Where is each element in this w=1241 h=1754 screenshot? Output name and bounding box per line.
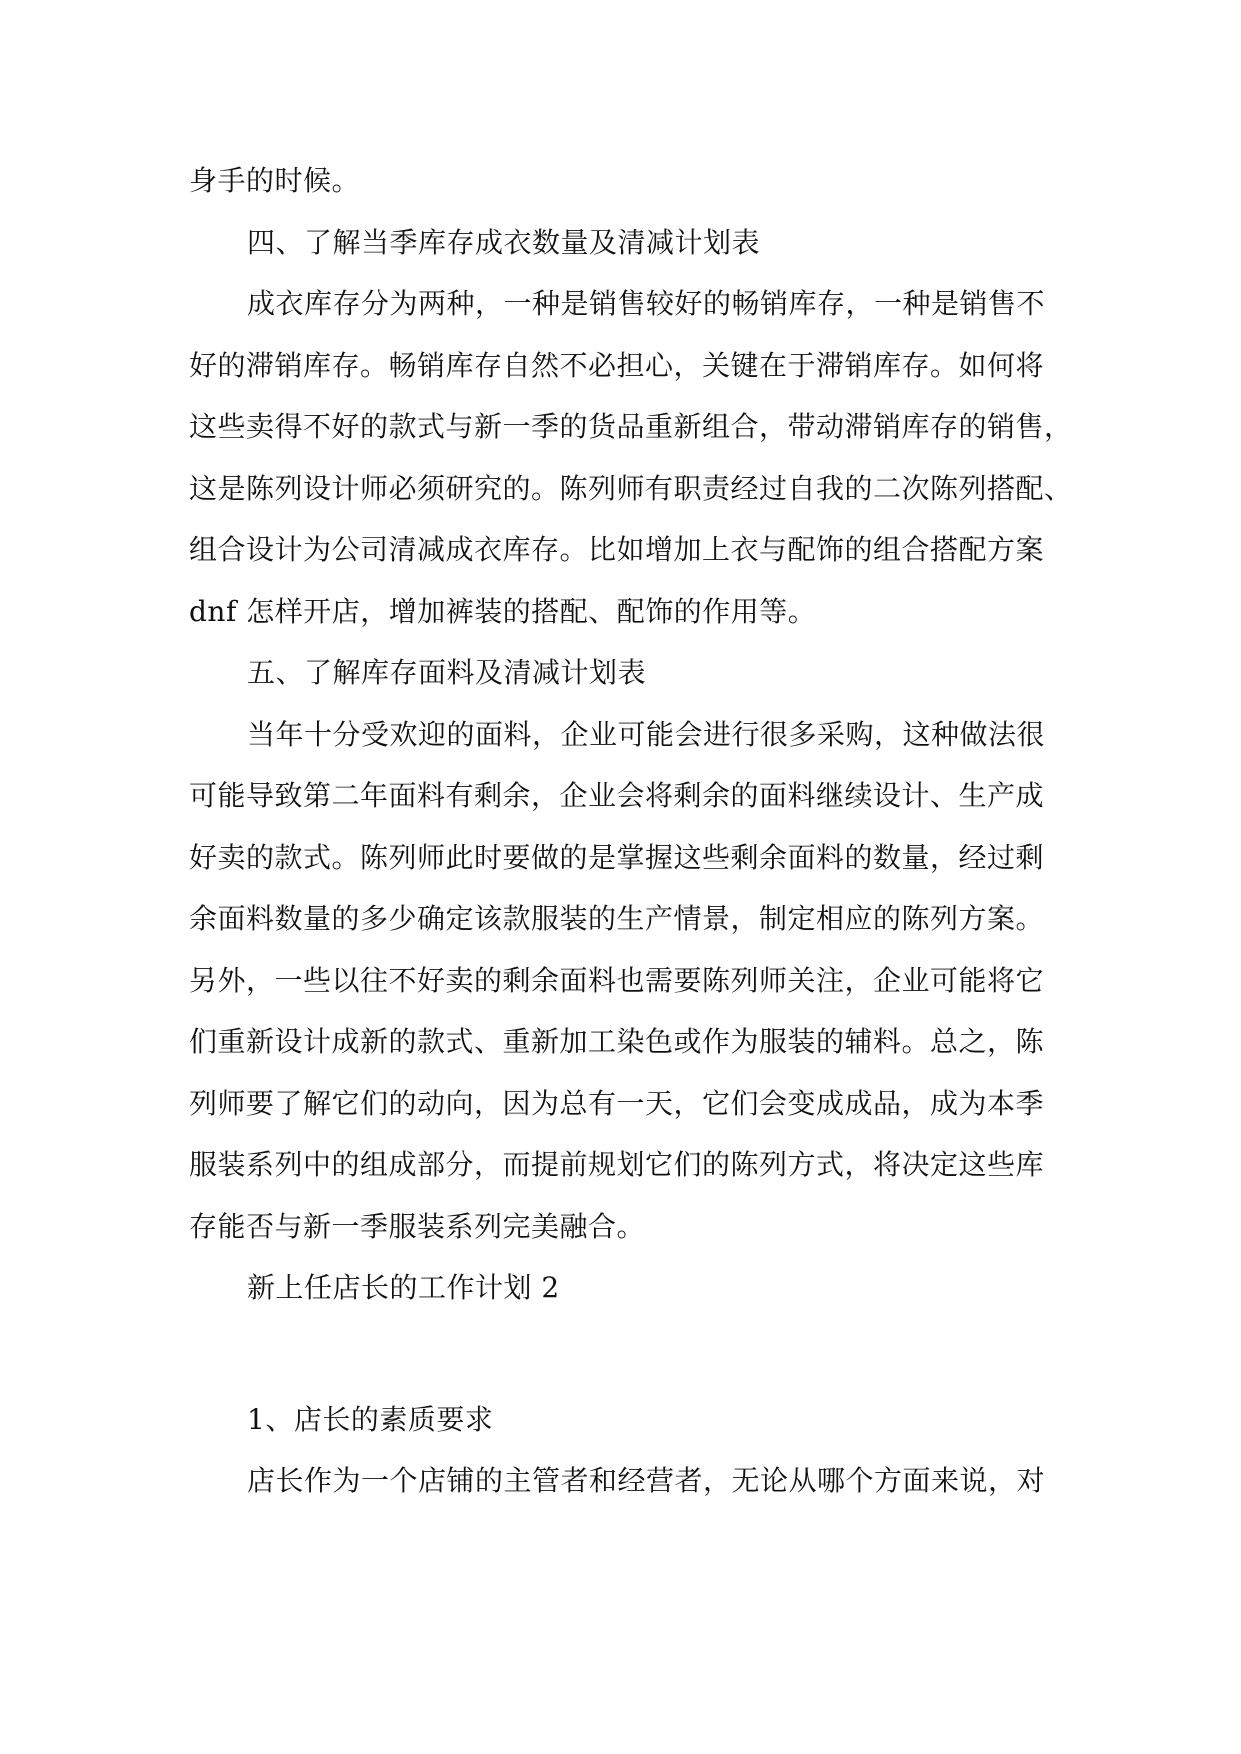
text-line: dnf 怎样开店，增加裤装的搭配、配饰的作用等。 <box>189 594 817 628</box>
text-line: 当年十分受欢迎的面料，企业可能会进行很多采购，这种做法很 <box>247 717 1046 751</box>
section-heading-4: 四、了解当季库存成衣数量及清减计划表 <box>247 225 761 259</box>
text-line: 余面料数量的多少确定该款服装的生产情景，制定相应的陈列方案。 <box>189 902 1045 935</box>
text-line: 成衣库存分为两种，一种是销售较好的畅销库存，一种是销售不 <box>247 287 1046 320</box>
section-heading-5: 五、了解库存面料及清减计划表 <box>247 656 647 689</box>
document-body <box>189 150 1073 1512</box>
text-line: 好卖的款式。陈列师此时要做的是掌握这些剩余面料的数量，经过剩 <box>189 840 1045 874</box>
text-line: 好的滞销库存。畅销库存自然不必担心，关键在于滞销库存。如何将 <box>189 348 1045 382</box>
document-subtitle: 新上任店长的工作计划 2 <box>247 1271 560 1304</box>
text-line: 们重新设计成新的款式、重新加工染色或作为服装的辅料。总之，陈 <box>189 1025 1045 1058</box>
text-line: 列师要了解它们的动向，因为总有一天，它们会变成成品，成为本季 <box>189 1086 1045 1120</box>
text-line: 服装系列中的组成部分，而提前规划它们的陈列方式，将决定这些库 <box>189 1148 1045 1181</box>
text-line: 店长作为一个店铺的主管者和经营者，无论从哪个方面来说，对 <box>247 1464 1046 1497</box>
text-line: 组合设计为公司清减成衣库存。比如增加上衣与配饰的组合搭配方案 <box>189 533 1045 566</box>
text-line: 这些卖得不好的款式与新一季的货品重新组合，带动滞销库存的销售， <box>189 410 1073 443</box>
blank-spacer <box>189 1319 1059 1389</box>
text-line: 这是陈列设计师必须研究的。陈列师有职责经过自我的二次陈列搭配、 <box>189 471 1073 505</box>
text-line: 身手的时候。 <box>189 164 361 197</box>
text-line: 另外，一些以往不好卖的剩余面料也需要陈列师关注，企业可能将它 <box>189 963 1045 997</box>
text-line: 可能导致第二年面料有剩余，企业会将剩余的面料继续设计、生产成 <box>189 779 1045 812</box>
text-line: 存能否与新一季服装系列完美融合。 <box>189 1209 646 1243</box>
section-heading-1: 1、店长的素质要求 <box>247 1402 494 1436</box>
